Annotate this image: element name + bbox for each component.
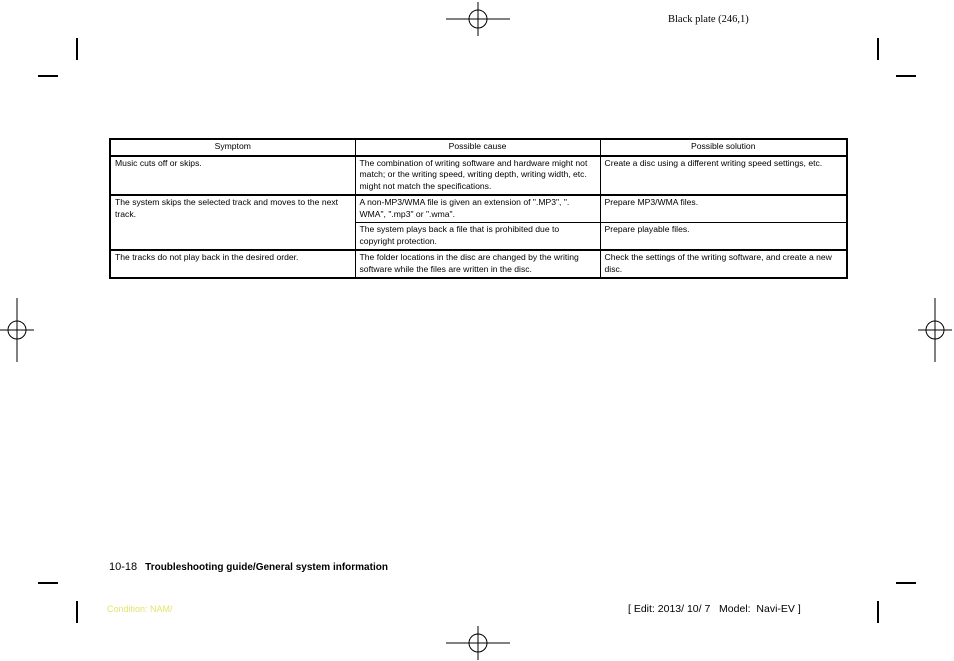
symptom-cell: The system skips the selected track and moves to the next track. [110, 195, 355, 250]
solution-cell: Prepare playable files. [600, 223, 847, 251]
plate-label: Black plate (246,1) [668, 14, 749, 25]
page-number: 10-18 [109, 561, 138, 573]
header-possible-cause: Possible cause [355, 139, 600, 156]
footer-section [109, 561, 388, 573]
table-row [110, 156, 847, 196]
section-title: Troubleshooting guide/General system information [145, 562, 388, 573]
registration-mark-top [446, 2, 510, 36]
cause-cell: The folder locations in the disc are changed by the writing software while the files are written in the disc. [355, 250, 600, 278]
condition-label: Condition: NAM/ [107, 604, 173, 614]
solution-cell: Check the settings of the writing software, and create a new disc. [600, 250, 847, 278]
table-header-row [110, 139, 847, 156]
registration-mark-right [918, 298, 952, 362]
crop-mark-tl-v [76, 38, 78, 60]
crop-mark-br-h [896, 582, 916, 584]
crop-mark-br-v [877, 601, 879, 623]
cause-cell: A non-MP3/WMA file is given an extension of ".MP3", ". WMA", ".mp3" or ".wma". [355, 195, 600, 223]
header-possible-solution: Possible solution [600, 139, 847, 156]
cause-cell: The system plays back a file that is prohibited due to copyright protection. [355, 223, 600, 251]
table-row [110, 250, 847, 278]
cause-cell: The combination of writing software and hardware might not match; or the writing speed, writing depth, writing width, etc. might not match the specifications. [355, 156, 600, 196]
symptom-cell: Music cuts off or skips. [110, 156, 355, 196]
crop-mark-tl-h [38, 75, 58, 77]
table-row [110, 195, 847, 223]
crop-mark-tr-v [877, 38, 879, 60]
crop-mark-bl-v [76, 601, 78, 623]
solution-cell: Prepare MP3/WMA files. [600, 195, 847, 223]
crop-mark-bl-h [38, 582, 58, 584]
solution-cell: Create a disc using a different writing speed settings, etc. [600, 156, 847, 196]
registration-mark-left [0, 298, 34, 362]
crop-mark-tr-h [896, 75, 916, 77]
troubleshooting-table [109, 138, 848, 279]
symptom-cell: The tracks do not play back in the desired order. [110, 250, 355, 278]
registration-mark-bottom [446, 626, 510, 660]
edit-info: [ Edit: 2013/ 10/ 7 Model: Navi-EV ] [628, 603, 801, 615]
header-symptom: Symptom [110, 139, 355, 156]
